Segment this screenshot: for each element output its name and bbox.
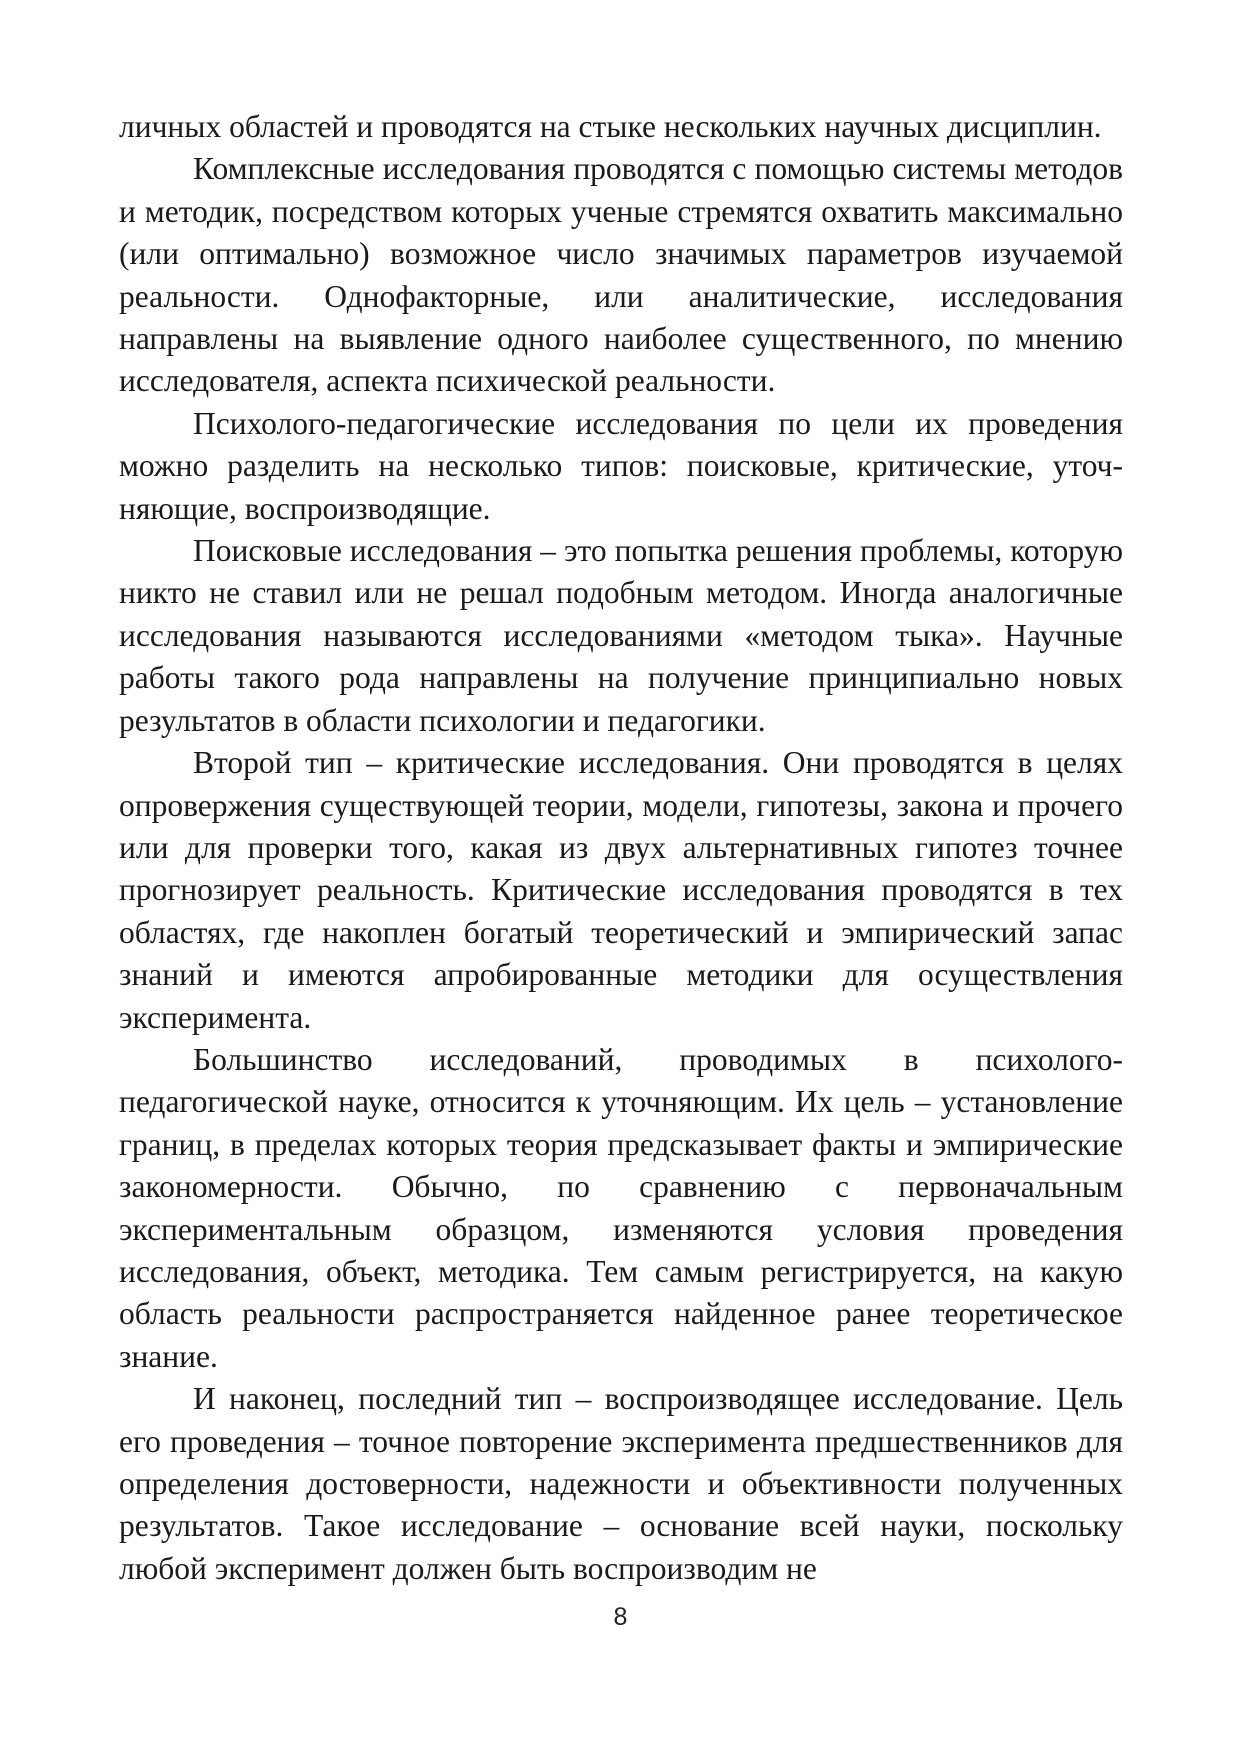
paragraph-3: Психолого-педагогические исследования по цели их проведения можно разделить на несколько типов: поисковые, критические, уточняющие, воспроизводящие. — [119, 405, 1123, 526]
page-body — [119, 106, 1123, 1590]
paragraph-6: Большинство исследований, проводимых в психолого-педагогической науке, относится к уточняющим. Их цель – установление границ, в пределах которых теория предсказывает факты и эмпирические закономерности. Обычно, по сравнению с первоначальным экспериментальным образцом, изменяются условия проведения исследования, объект, методика. Тем самым регистрируется, на какую область реальности распространяется найденное ранее теоретическое знание. — [119, 1041, 1123, 1374]
paragraph-2: Комплексные исследования проводятся с помощью системы методов и методик, посредством которых ученые стремятся охватить максимально (или оптимально) возможное число значимых параметров изучаемой реальности. Однофакторные, или аналитические, исследования направлены на выявление одного наиболее существенного, по мнению исследователя, аспекта психической реальности. — [119, 151, 1123, 399]
paragraph-5: Второй тип – критические исследования. Они проводятся в целях опровержения существующей теории, модели, гипотезы, закона и прочего или для проверки того, какая из двух альтернативных гипотез точнее прогнозирует реальность. Критические исследования проводятся в тех областях, где накоплен богатый теоретический и эмпирический запас знаний и имеются апробированные методики для осуществления эксперимента. — [119, 745, 1123, 1035]
paragraph-1: личных областей и проводятся на стыке нескольких научных дисциплин. — [119, 109, 1102, 144]
paragraph-4: Поисковые исследования – это попытка решения проблемы, которую никто не ставил или не решал подобным методом. Иногда аналогичные исследования называются исследованиями «методом тыка». Научные работы такого рода направлены на получение принципиально новых результатов в области психологии и педагогики. — [119, 533, 1123, 738]
paragraph-7: И наконец, последний тип – воспроизводящее исследование. Цель его проведения – точное повторение эксперимента предшественников для определения достоверности, надежности и объективности полученных результатов. Такое исследование – основание всей науки, поскольку любой эксперимент должен быть воспроизводим не — [119, 1381, 1123, 1586]
page-number: 8 — [613, 1603, 628, 1631]
